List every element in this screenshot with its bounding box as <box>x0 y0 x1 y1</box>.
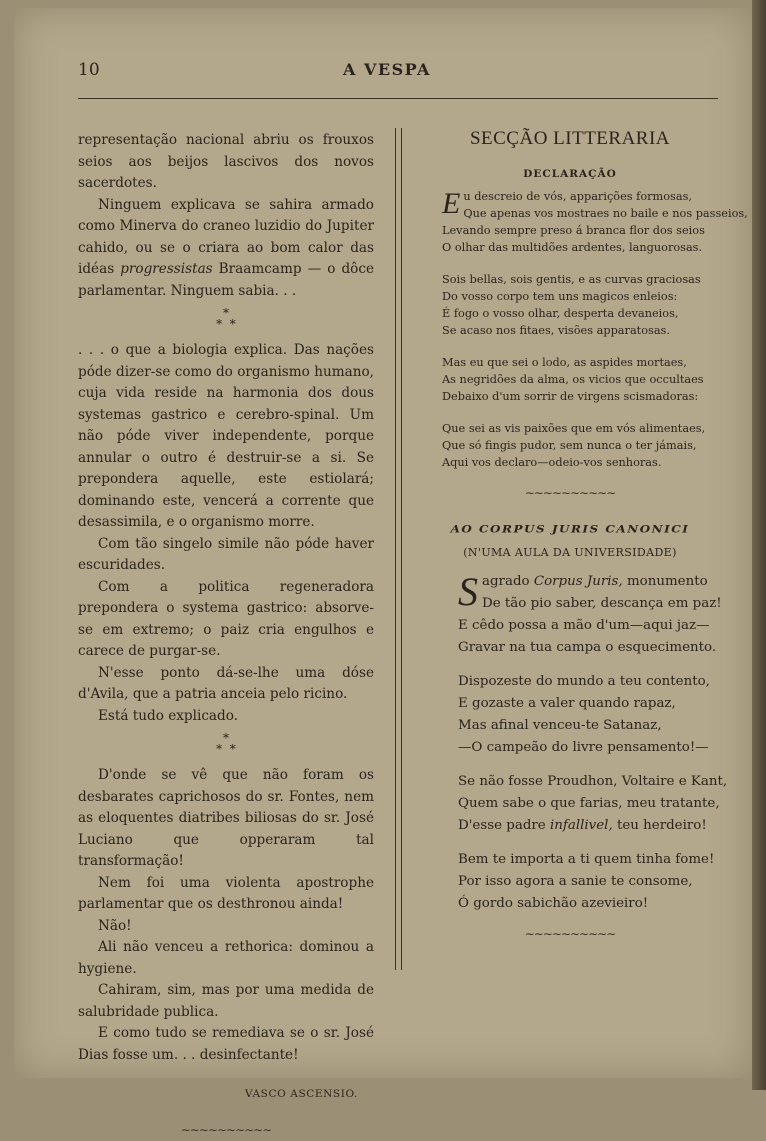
paragraph: Ali não venceu a rethorica: dominou a hygiene. <box>78 937 374 980</box>
poem-subtitle: (N'UMA AULA DA UNIVERSIDADE) <box>420 546 720 559</box>
verse-line: Que sei as vis paixões que em vós alimentaes, <box>442 420 720 437</box>
stanza <box>458 671 720 759</box>
verse-line: —O campeão do livre pensamento!— <box>458 737 720 759</box>
verse-line: D'esse padre infallivel, teu herdeiro! <box>458 815 720 837</box>
paragraph: D'onde se vê que não foram os desbarates caprichosos do sr. Fontes, nem as eloquentes diatribes biliosas do sr. José Luciano que opperaram tal transformação! <box>78 765 374 873</box>
verse-line: Gravar na tua campa o esquecimento. <box>458 637 720 659</box>
ornament-squiggle: ∼∼∼∼∼∼∼∼∼∼ <box>78 1120 374 1141</box>
stanza <box>442 271 720 339</box>
verse-line: u descreio de vós, apparições formosas, <box>442 188 720 205</box>
header-rule <box>78 98 718 99</box>
stanza <box>458 771 720 837</box>
poem-title: DECLARAÇÃO <box>420 168 720 180</box>
verse-line: Mas eu que sei o lodo, as aspides mortaes, <box>442 354 720 371</box>
verse-line: Que apenas vos mostraes no baile e nos passeios, <box>442 205 720 222</box>
paragraph: Com tão singelo simile não póde haver escuridades. <box>78 534 374 577</box>
verse-line: Bem te importa a ti quem tinha fome! <box>458 849 720 871</box>
verse-line: Que só fingis pudor, sem nunca o ter jámais, <box>442 437 720 454</box>
verse-line: O olhar das multidões ardentes, languorosas. <box>442 239 720 256</box>
paragraph: Ninguem explicava se sahira armado como Minerva do craneo luzidio do Jupiter cahido, ou se o criara ao bom calor das idéas progressistas Braamcamp — o dôce parlamentar. Ninguem sabia. . . <box>78 195 374 303</box>
asterism: * * * <box>78 733 374 755</box>
poem-corpus-juris <box>458 571 720 915</box>
verse-line: E cêdo possa a mão d'um—aqui jaz— <box>458 615 720 637</box>
stanza <box>442 354 720 405</box>
paragraph: representação nacional abriu os frouxos seios aos beijos lascivos dos novos sacerdotes. <box>78 130 374 195</box>
verse-line: Por isso agora a sanie te consome, <box>458 871 720 893</box>
stanza <box>442 188 720 256</box>
asterism: * * * <box>78 308 374 330</box>
verse-line: Se acaso nos fitaes, visões apparatosas. <box>442 322 720 339</box>
verse-line: Aqui vos declaro—odeio-vos senhoras. <box>442 454 720 471</box>
author-signature: VASCO ASCENSIO. <box>78 1084 374 1106</box>
paragraph: Não! <box>78 916 374 938</box>
ornament-squiggle: ∼∼∼∼∼∼∼∼∼∼ <box>420 486 720 500</box>
verse-line: Se não fosse Proudhon, Voltaire e Kant, <box>458 771 720 793</box>
verse-line: É fogo o vosso olhar, desperta devaneios, <box>442 305 720 322</box>
paragraph: E como tudo se remediava se o sr. José Dias fosse um. . . desinfectante! <box>78 1023 374 1066</box>
verse-line: Debaixo d'um sorrir de virgens scismadoras: <box>442 388 720 405</box>
drop-cap: E <box>442 189 460 219</box>
paragraph: Com a politica regeneradora prepondera o systema gastrico: absorve-se em extremo; o paiz cria engulhos e carece de purgar-se. <box>78 577 374 663</box>
verse-line: Dispozeste do mundo a teu contento, <box>458 671 720 693</box>
poem-declaracao <box>442 188 720 471</box>
right-column <box>420 128 720 941</box>
poem-title: AO CORPUS JURIS CANONICI <box>420 523 720 535</box>
paragraph: Está tudo explicado. <box>78 706 374 728</box>
drop-cap: S <box>458 572 478 612</box>
stanza <box>442 420 720 471</box>
paragraph: . . . o que a biologia explica. Das nações póde dizer-se como do organismo humano, cuja vida reside na harmonia dos dous systemas gastrico e cerebro-spinal. Um não póde viver independente, porque annular o outro é destruir-se a si. Se prepondera aquelle, este estiolará; dominando este, vencerá a corrente que desassimila, e o organismo morre. <box>78 340 374 534</box>
stanza <box>458 571 720 659</box>
paragraph: Nem foi uma violenta apostrophe parlamentar que os desthronou ainda! <box>78 873 374 916</box>
verse-line: Sois bellas, sois gentis, e as curvas graciosas <box>442 271 720 288</box>
column-divider <box>395 128 402 970</box>
paragraph: Cahiram, sim, mas por uma medida de salubridade publica. <box>78 980 374 1023</box>
stanza <box>458 849 720 915</box>
verse-line: As negridões da alma, os vicios que occultaes <box>442 371 720 388</box>
verse-line: Mas afinal venceu-te Satanaz, <box>458 715 720 737</box>
verse-line: agrado Corpus Juris, monumento <box>458 571 720 593</box>
verse-line: E gozaste a valer quando rapaz, <box>458 693 720 715</box>
verse-line: De tão pio saber, descança em paz! <box>458 593 720 615</box>
paragraph: N'esse ponto dá-se-lhe uma dóse d'Avila, que a patria anceia pelo ricino. <box>78 663 374 706</box>
verse-line: Levando sempre preso á branca flor dos seios <box>442 222 720 239</box>
verse-line: Ó gordo sabichão azevieiro! <box>458 893 720 915</box>
left-column <box>78 130 374 1141</box>
section-title: SECÇÃO LITTERARIA <box>420 128 720 150</box>
page-edge <box>752 0 766 1090</box>
journal-title: A VESPA <box>343 60 431 79</box>
verse-line: Do vosso corpo tem uns magicos enleios: <box>442 288 720 305</box>
ornament-squiggle: ∼∼∼∼∼∼∼∼∼∼ <box>420 927 720 941</box>
verse-line: Quem sabe o que farias, meu tratante, <box>458 793 720 815</box>
page-number: 10 <box>78 60 100 80</box>
